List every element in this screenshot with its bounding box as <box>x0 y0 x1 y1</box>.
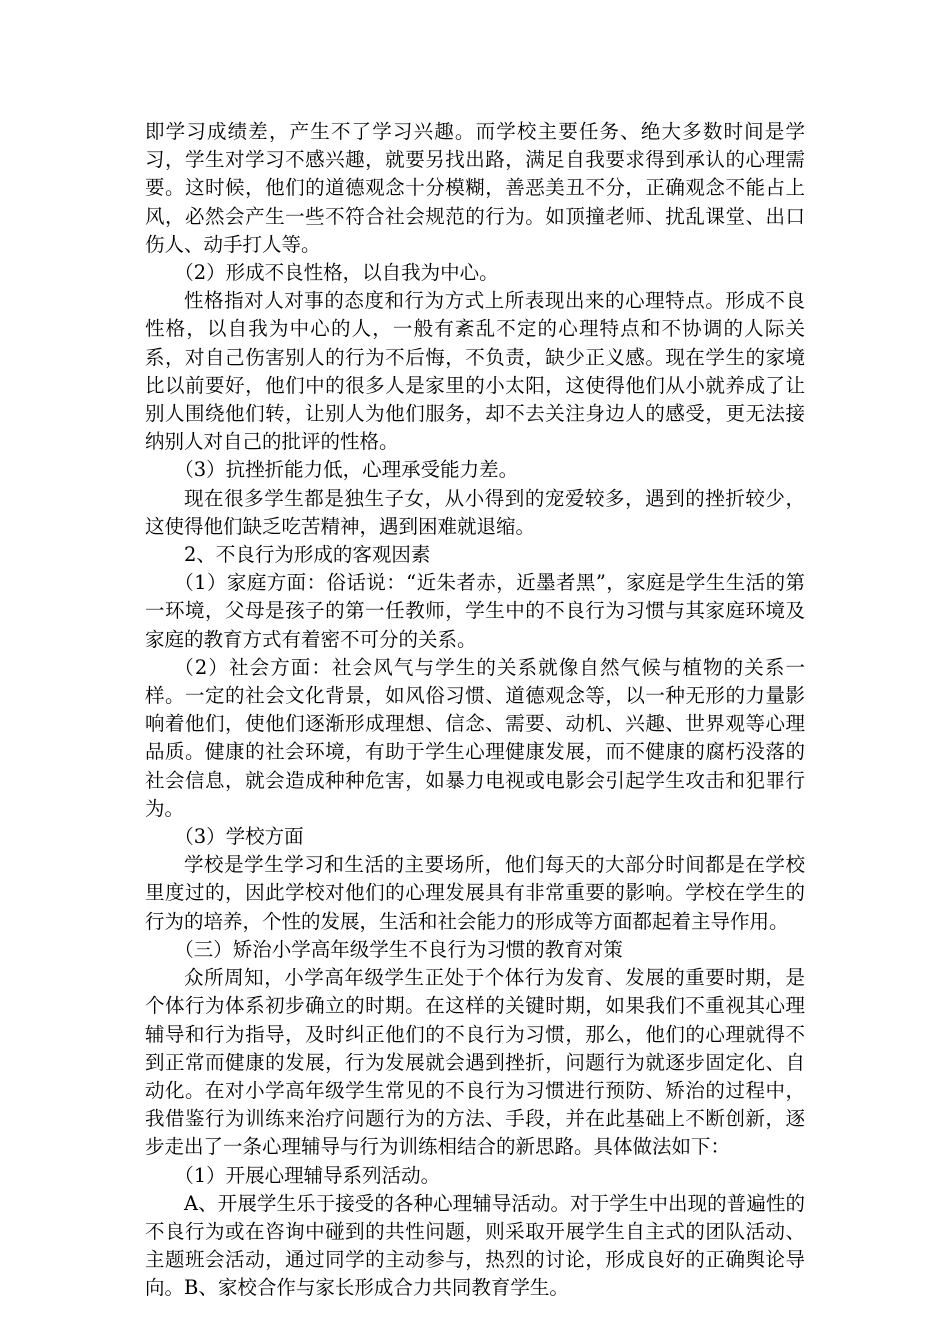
section-heading: （3）学校方面 <box>174 825 304 849</box>
section-heading: （1）开展心理辅导系列活动。 <box>174 1163 441 1187</box>
paragraph: 现在很多学生都是独生子女，从小得到的宠爱较多，遇到的挫折较少，这使得他们缺乏吃苦精神，遇到困难就退缩。 <box>145 486 805 538</box>
paragraph: （2）社会方面：社会风气与学生的关系就像自然气候与植物的关系一样。一定的社会文化背景，如风俗习惯、道德观念等，以一种无形的力量影响着他们，使他们逐渐形成理想、信念、需要、动机、兴趣、世界观等心理品质。健康的社会环境，有助于学生心理健康发展，而不健康的腐朽没落的社会信息，就会造成种种危害，如暴力电视或电影会引起学生攻击和犯罪行为。 <box>145 655 805 820</box>
section-heading: （2）形成不良性格，以自我为中心。 <box>174 261 499 285</box>
section-heading: （三）矫治小学高年级学生不良行为习惯的教育对策 <box>174 937 623 961</box>
section-heading: 2、不良行为形成的客观因素 <box>184 543 431 567</box>
paragraph: 即学习成绩差，产生不了学习兴趣。而学校主要任务、绝大多数时间是学习，学生对学习不感兴趣，就要另找出路，满足自我要求得到承认的心理需要。这时候，他们的道德观念十分模糊，善恶美丑不分，正确观念不能占上风，必然会产生一些不符合社会规范的行为。如顶撞老师、扰乱课堂、出口伤人、动手打人等。 <box>145 120 805 256</box>
paragraph: （1）家庭方面：俗话说：“近朱者赤，近墨者黑”，家庭是学生生活的第一环境，父母是孩子的第一任教师，学生中的不良行为习惯与其家庭环境及家庭的教育方式有着密不可分的关系。 <box>145 571 805 651</box>
paragraph: 众所周知，小学高年级学生正处于个体行为发育、发展的重要时期，是个体行为体系初步确立的时期。在这样的关键时期，如果我们不重视其心理辅导和行为指导，及时纠正他们的不良行为习惯，那么，他们的心理就得不到正常而健康的发展，行为发展就会遇到挫折，问题行为就逐步固定化、自动化。在对小学高年级学生常见的不良行为习惯进行预防、矫治的过程中，我借鉴行为训练来治疗问题行为的方法、手段，并在此基础上不断创新，逐步走出了一条心理辅导与行为训练相结合的新思路。具体做法如下： <box>145 966 805 1159</box>
document-body <box>145 118 805 1303</box>
paragraph: 性格指对人对事的态度和行为方式上所表现出来的心理特点。形成不良性格，以自我为中心的人，一般有紊乱不定的心理特点和不协调的人际关系，对自己伤害别人的行为不后悔，不负责，缺少正义感。现在学生的家境比以前要好，他们中的很多人是家里的小太阳，这使得他们从小就养成了让别人围绕他们转，让别人为他们服务，却不去关注身边人的感受，更无法接纳别人对自己的批评的性格。 <box>145 289 805 454</box>
paragraph: 学校是学生学习和生活的主要场所，他们每天的大部分时间都是在学校里度过的，因此学校对他们的心理发展具有非常重要的影响。学校在学生的行为的培养，个性的发展，生活和社会能力的形成等方面都起着主导作用。 <box>145 853 805 933</box>
paragraph: A、开展学生乐于接受的各种心理辅导活动。对于学生中出现的普遍性的不良行为或在咨询中碰到的共性问题，则采取开展学生自主式的团队活动、主题班会活动，通过同学的主动参与，热烈的讨论，形成良好的正确舆论导向。B、家校合作与家长形成合力共同教育学生。 <box>145 1191 805 1300</box>
section-heading: （3）抗挫折能力低，心理承受能力差。 <box>174 458 519 482</box>
